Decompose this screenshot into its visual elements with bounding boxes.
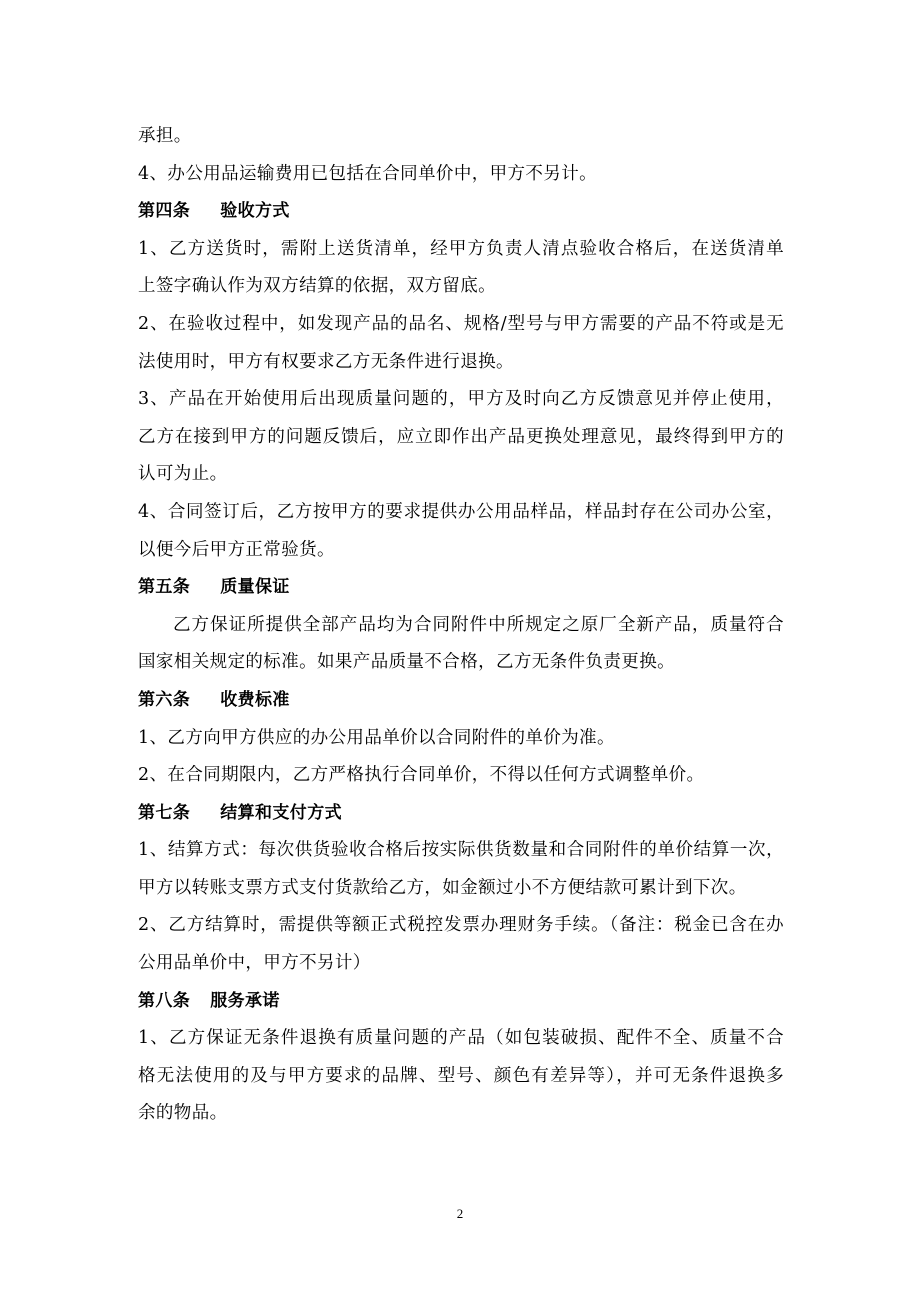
article-heading	[138, 682, 784, 720]
article-number: 第五条	[138, 577, 191, 598]
article-number: 第七条	[138, 802, 191, 823]
body-line: 4、合同签订后，乙方按甲方的要求提供办公用品样品，样品封存在公司办公室，	[138, 501, 784, 522]
article-heading	[138, 569, 784, 607]
body-line: 国家相关规定的标准。如果产品质量不合格，乙方无条件负责更换。	[138, 652, 675, 673]
article-heading	[138, 795, 784, 833]
body-line: 1、乙方保证无条件退换有质量问题的产品（如包装破损、配件不全、质量不合	[138, 1028, 784, 1049]
article-number: 第八条	[138, 990, 191, 1011]
article-title: 结算和支付方式	[220, 802, 343, 823]
body-line: 乙方在接到甲方的问题反馈后，应立即作出产品更换处理意见，最终得到甲方的	[138, 426, 784, 447]
body-line: 认可为止。	[138, 464, 228, 485]
body-line: 余的物品。	[138, 1103, 228, 1124]
body-line: 1、乙方送货时，需附上送货清单，经甲方负责人清点验收合格后，在送货清单	[138, 238, 784, 259]
document-page	[138, 118, 784, 1133]
article-number: 第六条	[138, 689, 191, 710]
article-heading	[138, 983, 784, 1021]
body-line: 2、在验收过程中，如发现产品的品名、规格/型号与甲方需要的产品不符或是无	[138, 313, 784, 334]
body-line: 公用品单价中，甲方不另计）	[138, 953, 371, 974]
page-number: 2	[456, 1206, 464, 1221]
body-line: 承担。	[138, 126, 192, 146]
article-heading	[138, 193, 784, 231]
body-line: 1、乙方向甲方供应的办公用品单价以合同附件的单价为准。	[138, 727, 615, 748]
body-line: 4、办公用品运输费用已包括在合同单价中，甲方不另计。	[138, 163, 598, 184]
article-number: 第四条	[138, 201, 191, 222]
body-line: 以便今后甲方正常验货。	[138, 539, 335, 560]
body-line: 上签字确认作为双方结算的依据，双方留底。	[138, 276, 496, 297]
article-title: 收费标准	[220, 689, 290, 710]
body-line: 乙方保证所提供全部产品均为合同附件中所规定之原厂全新产品，质量符合	[173, 614, 784, 635]
article-title: 质量保证	[220, 577, 290, 598]
body-line: 2、乙方结算时，需提供等额正式税控发票办理财务手续。（备注：税金已含在办	[138, 915, 784, 936]
body-line: 3、产品在开始使用后出现质量问题的，甲方及时向乙方反馈意见并停止使用，	[138, 389, 784, 410]
article-title: 验收方式	[220, 201, 290, 222]
body-line: 格无法使用的及与甲方要求的品牌、型号、颜色有差异等），并可无条件退换多	[138, 1065, 784, 1086]
body-line: 2、在合同期限内，乙方严格执行合同单价，不得以任何方式调整单价。	[138, 765, 705, 786]
body-line: 法使用时，甲方有权要求乙方无条件进行退换。	[138, 351, 514, 372]
body-line: 甲方以转账支票方式支付货款给乙方，如金额过小不方便结款可累计到下次。	[138, 877, 747, 898]
article-title: 服务承诺	[210, 990, 280, 1011]
body-line: 1、结算方式：每次供货验收合格后按实际供货数量和合同附件的单价结算一次，	[138, 840, 784, 861]
